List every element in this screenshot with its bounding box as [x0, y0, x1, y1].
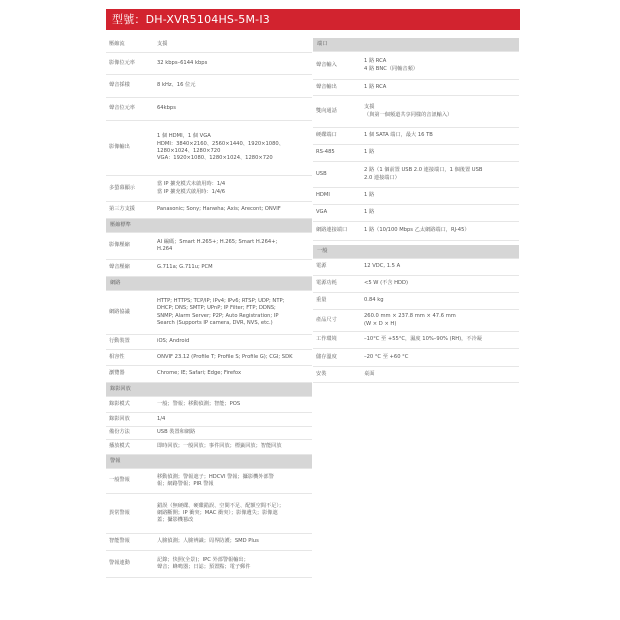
spec-value — [154, 397, 312, 412]
model-title-bar — [106, 9, 520, 30]
spec-row — [106, 534, 312, 551]
spec-value-line: 1 路（10/100 Mbps 乙太網路端口，RJ-45） — [364, 227, 470, 234]
spec-row — [313, 162, 519, 188]
spec-column-right — [313, 38, 519, 383]
spec-value — [154, 413, 312, 426]
spec-label: 聲音輸入 — [316, 61, 337, 68]
spec-row — [313, 128, 519, 145]
spec-value-line: –20 °C 至 +60 °C — [364, 353, 409, 360]
spec-value — [154, 335, 312, 349]
section-header: 錄影回放 — [106, 383, 312, 397]
spec-value — [154, 366, 312, 382]
spec-value — [361, 162, 519, 187]
spec-value-line: –10°C 至 +55°C，濕度 10%–90% (RH)，不冷凝 — [364, 336, 482, 343]
spec-value-line: 聲音；蜂鳴器；日誌；預置點；電子郵件 — [157, 564, 251, 570]
spec-value — [361, 259, 519, 275]
spec-value — [361, 80, 519, 95]
spec-value-line: 移動偵測；警報遮子；HDCVI 警報；攝影機外部警 — [157, 473, 274, 480]
spec-value-line: 1 個 HDMI，1 個 VGA — [157, 133, 211, 140]
spec-value-line: 網路斷開；IP 衝突；MAC 衝突）；影像遺失；影像遮 — [157, 509, 278, 516]
spec-value — [361, 205, 519, 221]
spec-value — [154, 53, 312, 74]
spec-row — [106, 260, 312, 277]
spec-label: 聲音採樣 — [109, 82, 130, 89]
spec-label: HDMI — [316, 192, 330, 199]
spec-value-line: 即時回放；一般回放；事件回放；標籤回放；智能回放 — [157, 443, 282, 450]
spec-value-line: Search (Supports IP camera, DVR, NVS, etc.) — [157, 319, 273, 326]
spec-value-line: AI 編碼；Smart H.265+; H.265; Smart H.264+; — [157, 238, 278, 245]
spec-value — [154, 121, 312, 175]
spec-row — [106, 233, 312, 260]
spec-label: 影像壓縮 — [109, 242, 130, 249]
spec-label: RS-485 — [316, 149, 335, 156]
spec-label: 安裝 — [316, 370, 327, 377]
spec-value-line: 0.84 kg — [364, 297, 384, 304]
spec-value-line: 64kbps — [157, 105, 176, 112]
spec-value — [361, 128, 519, 144]
spec-label: USB — [316, 170, 327, 177]
spec-row — [106, 176, 312, 202]
model-title: 型號：DH-XVR5104HS-5M-I3 — [112, 13, 270, 26]
spec-value — [361, 332, 519, 348]
spec-label: 儲存溫度 — [316, 353, 337, 360]
spec-value — [154, 427, 312, 439]
spec-label: 重量 — [316, 297, 327, 304]
spec-value — [154, 202, 312, 218]
spec-value-line: HTTP; HTTPS; TCP/IP; IPv4; IPv6; RTSP; UDP; NTP; — [157, 297, 285, 304]
spec-value-line: 蓋；攝影機篡改 — [157, 517, 194, 524]
section-header: 壓縮標準 — [106, 219, 312, 233]
spec-value — [154, 534, 312, 550]
spec-value — [154, 551, 312, 577]
spec-value-line: 260.0 mm × 237.8 mm × 47.6 mm — [364, 313, 456, 320]
spec-value — [154, 494, 312, 533]
spec-value-line: 4 路 BNC（同軸音頻） — [364, 65, 418, 72]
spec-value — [154, 98, 312, 120]
spec-value-line: 1 路 — [364, 209, 375, 216]
spec-row — [313, 367, 519, 383]
spec-value — [154, 350, 312, 365]
spec-row — [106, 38, 312, 53]
spec-value — [154, 291, 312, 334]
spec-label: 多螢幕顯示 — [109, 184, 135, 191]
spec-row — [313, 145, 519, 162]
spec-label: 一般警報 — [109, 477, 130, 484]
spec-label: 異常警報 — [109, 509, 130, 516]
spec-label: 壓縮流 — [109, 41, 125, 48]
spec-row — [313, 276, 519, 293]
spec-value-line: （與第一個頻道共享同樣的音訊輸入） — [364, 111, 453, 118]
spec-value — [361, 293, 519, 309]
spec-value — [154, 440, 312, 454]
spec-label: 聲音位元率 — [109, 105, 135, 112]
spec-value — [361, 367, 519, 382]
spec-value-line: H.264 — [157, 246, 173, 252]
spec-row — [106, 551, 312, 578]
spec-row — [106, 427, 312, 440]
spec-value-line: 人臉偵測；人臉辨識；周界防護；SMD Plus — [157, 538, 259, 545]
spec-label: 產品尺寸 — [316, 316, 337, 323]
spec-row — [313, 349, 519, 367]
spec-row — [106, 202, 312, 219]
spec-row — [106, 350, 312, 366]
spec-label: 瀏覽器 — [109, 370, 125, 377]
section-header: 網路 — [106, 277, 312, 291]
spec-row — [313, 80, 519, 96]
spec-value-line: 記錄；快照(全景)；IPC 外部警報輸出； — [157, 556, 249, 563]
spec-value-line: 2.0 連接端口） — [364, 174, 400, 181]
spec-row — [106, 291, 312, 335]
spec-value-line: 當 IP 擴充模式未啟用時：1/4 — [157, 181, 226, 188]
spec-value — [361, 52, 519, 79]
spec-value — [154, 75, 312, 97]
spec-value-line: 32 kbps–6144 kbps — [157, 59, 208, 66]
spec-row — [313, 310, 519, 332]
spec-label: 影像輸出 — [109, 144, 130, 151]
spec-row — [313, 52, 519, 80]
spec-value — [154, 260, 312, 276]
spec-value-line: 一般；警報；移動偵測；智能；POS — [157, 400, 241, 407]
spec-label: 警報連動 — [109, 560, 130, 567]
spec-label: 網路連接端口 — [316, 227, 348, 234]
spec-value — [154, 38, 312, 52]
spec-row — [106, 75, 312, 98]
section-header: 一般 — [313, 245, 519, 259]
spec-label: 雙向通話 — [316, 107, 337, 114]
spec-value-line: DHCP; DNS; SMTP; UPnP; IP Filter; FTP; DDNS; — [157, 305, 276, 312]
spec-value-line: 錯誤（無硬碟、硬碟錯誤、空間不足、配額空間不足）； — [157, 502, 285, 509]
spec-value — [361, 349, 519, 366]
spec-value — [361, 310, 519, 331]
spec-row — [106, 335, 312, 350]
spec-row — [106, 494, 312, 534]
spec-label: 聲音輸出 — [316, 83, 337, 90]
spec-row — [313, 222, 519, 241]
spec-label: 第三方支援 — [109, 206, 135, 213]
spec-label: VGA — [316, 209, 328, 216]
spec-value-line: 1 路 RCA — [364, 83, 387, 90]
spec-value — [361, 96, 519, 127]
spec-value-line: 12 VDC, 1.5 A — [364, 263, 401, 270]
spec-value-line: Chrome; IE; Safari; Edge; Firefox — [157, 370, 242, 377]
spec-value-line: 支援 — [364, 104, 375, 111]
spec-value-line: iOS; Android — [157, 338, 190, 345]
spec-row — [313, 205, 519, 222]
spec-value — [361, 188, 519, 204]
spec-value-line: <5 W (不含 HDD) — [364, 280, 409, 287]
spec-value-line: Panasonic; Sony; Hanwha; Axis; Arecont; ONVIF — [157, 206, 281, 213]
spec-label: 錄影回放 — [109, 415, 130, 422]
spec-value-line: HDMI：3840×2160、2560×1440、1920×1080、 — [157, 140, 284, 147]
spec-value-line: 支援 — [157, 41, 168, 48]
spec-label: 錄影模式 — [109, 400, 130, 407]
spec-value-line: G.711a; G.711u; PCM — [157, 264, 213, 271]
spec-row — [106, 366, 312, 383]
spec-label: 工作環境 — [316, 336, 337, 343]
spec-row — [106, 469, 312, 494]
spec-value-line: ONVIF 23.12 (Profile T; Profile S; Profile G); CGI; SDK — [157, 353, 293, 360]
spec-value-line: 桌面 — [364, 370, 375, 377]
spec-row — [106, 121, 312, 176]
spec-row — [106, 440, 312, 455]
spec-value-line: 1280×1024、1280×720 — [157, 148, 221, 154]
spec-row — [313, 293, 519, 310]
spec-value — [154, 469, 312, 493]
spec-label: 聲音壓縮 — [109, 264, 130, 271]
spec-row — [313, 332, 519, 349]
spec-value-line: VGA：1920×1080、1280×1024、1280×720 — [157, 155, 273, 162]
spec-row — [106, 413, 312, 427]
spec-label: 播放模式 — [109, 443, 130, 450]
spec-row — [106, 53, 312, 75]
spec-value — [361, 222, 519, 240]
spec-row — [106, 397, 312, 413]
spec-value — [361, 276, 519, 292]
section-header: 端口 — [313, 38, 519, 52]
spec-label: 相容性 — [109, 353, 125, 360]
spec-value-line: (W × D × H) — [364, 320, 397, 327]
spec-value-line: 1 個 SATA 端口，最大 16 TB — [364, 132, 433, 139]
spec-value-line: 1 路 — [364, 149, 375, 156]
spec-value-line: SNMP; Alarm Server; P2P; Auto Registration; IP — [157, 312, 279, 319]
spec-row — [106, 98, 312, 121]
spec-label: 硬碟端口 — [316, 132, 337, 139]
spec-row — [313, 188, 519, 205]
spec-value — [361, 145, 519, 161]
spec-value-line: 1 路 — [364, 192, 375, 199]
spec-value — [154, 176, 312, 201]
spec-row — [313, 96, 519, 128]
spec-label: 智能警報 — [109, 538, 130, 545]
spec-label: 網路協議 — [109, 308, 130, 315]
spec-label: 行動裝置 — [109, 338, 130, 345]
spec-value-line: 2 路（1 個前置 USB 2.0 連接端口，1 個後置 USB — [364, 167, 483, 174]
spec-label: 備份方法 — [109, 429, 130, 436]
spec-column-left — [106, 38, 312, 578]
section-header: 警報 — [106, 455, 312, 469]
spec-value-line: 當 IP 擴充模式啟用時：1/4/6 — [157, 188, 226, 195]
spec-value-line: 8 kHz、16 位元 — [157, 82, 196, 89]
spec-value-line: 報；網路警報；PIR 警報 — [157, 481, 214, 487]
spec-row — [313, 259, 519, 276]
spec-value — [154, 233, 312, 259]
spec-value-line: 1/4 — [157, 415, 166, 422]
spec-value-line: 1 路 RCA — [364, 58, 387, 65]
spec-label: 電源功耗 — [316, 280, 337, 287]
spec-label: 影像位元率 — [109, 59, 135, 66]
spec-value-line: USB 裝置和網路 — [157, 429, 196, 436]
spec-label: 電源 — [316, 263, 327, 270]
